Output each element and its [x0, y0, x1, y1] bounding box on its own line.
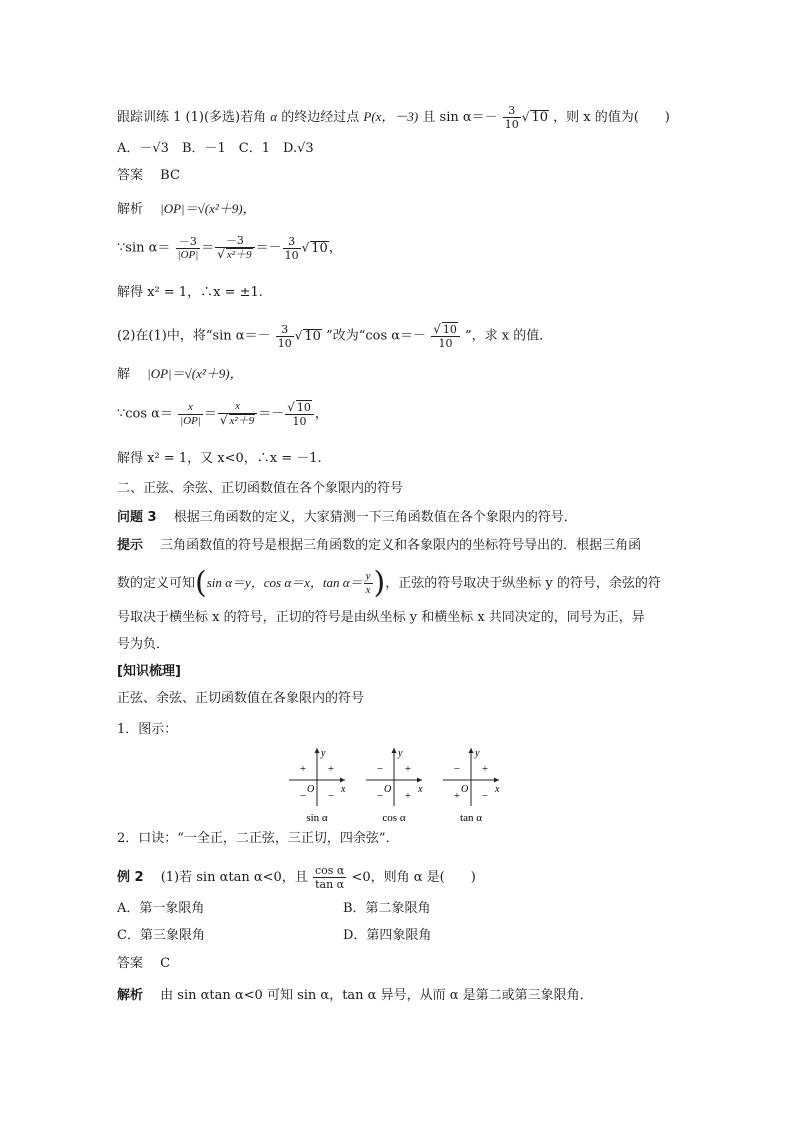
exercise-title: 跟踪训练 1 — [117, 110, 182, 125]
knowledge-subtitle: 正弦、余弦、正切函数值在各象限内的符号 — [117, 691, 365, 706]
x-arrow-icon — [340, 778, 345, 783]
quadrant-2-sign: − — [376, 763, 384, 775]
example2-answer: 答案 C — [117, 956, 171, 971]
y-axis-label: y — [475, 748, 480, 759]
example2-analysis: 解析 由 sin αtan α<0 可知 sin α，tan α 异号，从而 α 是第二或第三象限角． — [117, 988, 593, 1003]
option-b: B．第二象限角 — [343, 901, 431, 916]
x-arrow-icon — [494, 778, 499, 783]
solution-2: 解 |OP|＝√(x²＋9)， — [117, 366, 243, 382]
quadrant-3-sign: − — [299, 790, 307, 802]
sin-equation: ∵sin α＝ $\frac{-3}{|OP|}$ ＝ $\frac{-3}{\text{√ x²＋9}}$ ＝－ $\frac{3}{10}$ √ 10， — [117, 234, 342, 262]
exercise1-question-2: (2)在(1)中，将“sin α＝－ $\frac{3}{10}$ √ 10 ”改为“cos α＝－ $\frac{√ 10}{10}$ ”，求 x 的值． — [117, 322, 553, 350]
y-arrow-icon — [392, 748, 397, 753]
quadrant-2-sign: + — [299, 763, 307, 775]
quadrant-3-sign: − — [376, 790, 384, 802]
origin-label: O — [384, 784, 392, 795]
problem-3: 问题 3 根据三角函数的定义，大家猜测一下三角函数值在各个象限内的符号． — [117, 510, 577, 525]
y-axis-label: y — [398, 748, 403, 759]
y-axis-label: y — [321, 748, 326, 759]
hint-line-1: 提示 三角函数值的符号是根据三角函数的定义和各象限内的坐标符号导出的．根据三角函 — [117, 538, 642, 553]
quadrant-1-sign: + — [481, 763, 489, 775]
quadrant-3-sign: + — [453, 790, 461, 802]
quadrant-4-sign: − — [481, 790, 489, 802]
quadrant-sign-diagrams — [288, 744, 508, 824]
solve-1: 解得 x² = 1，∴x = ±1. — [117, 285, 263, 300]
quadrant-4-sign: + — [404, 790, 412, 802]
origin-label: O — [461, 784, 469, 795]
diagram-label: sin α — [306, 812, 328, 824]
option-c: C．第三象限角 — [117, 928, 205, 943]
exercise1-analysis: 解析 |OP|＝√(x²＋9)， — [117, 201, 256, 217]
option-a: A．第一象限角 — [117, 901, 205, 916]
hint-line-3: 号取决于横坐标 x 的符号，正切的符号是由纵坐标 y 和横坐标 x 共同决定的，同号为正，异 — [117, 610, 645, 625]
x-axis-label: x — [418, 784, 423, 795]
section-heading: 二、正弦、余弦、正切函数值在各个象限内的符号 — [117, 481, 404, 496]
knowledge-heading: [知识梳理] — [117, 664, 181, 679]
origin-label: O — [307, 784, 315, 795]
exercise1-answer: 答案 BC — [117, 168, 180, 183]
exercise1-question: 跟踪训练 1 (1)(多选)若角 α 的终边经过点 P(x，－3) 且 sin α＝－ $\frac{3}{10}$ √ 10 ，则 x 的值为( ) — [117, 104, 670, 131]
diagram-label: tan α — [460, 812, 482, 824]
y-arrow-icon — [315, 748, 320, 753]
quadrant-1-sign: + — [327, 763, 335, 775]
quadrant-2-sign: − — [453, 763, 461, 775]
y-arrow-icon — [469, 748, 474, 753]
diagram-label: cos α — [382, 812, 406, 824]
example2-question: 例 2 (1)若 sin αtan α<0，且 $\frac{\text{cos α}}{\text{tan α}}$ <0，则角 α 是( ) — [117, 864, 476, 891]
hint-line-4: 号为负． — [117, 637, 170, 652]
option-d: D．第四象限角 — [343, 928, 432, 943]
item-1: 1．图示： — [117, 722, 178, 737]
exercise1-options: A．－√3 B．－1 C．1 D.√3 — [117, 141, 314, 156]
x-axis-label: x — [495, 784, 500, 795]
fraction-3-10: $\frac{3}{10}$ — [504, 104, 519, 131]
cos-equation: ∵cos α＝ $\frac{x}{|OP|}$ ＝ $\frac{x}{\text{√ x²＋9}}$ ＝－ $\frac{√ 10}{10}$ ， — [117, 400, 328, 428]
solve-2: 解得 x² = 1，又 x<0，∴x = －1. — [117, 451, 322, 466]
x-arrow-icon — [417, 778, 422, 783]
quadrant-1-sign: + — [404, 763, 412, 775]
quadrant-4-sign: − — [327, 790, 335, 802]
item-2: 2．口诀：“一全正，二正弦，三正切，四余弦”． — [117, 831, 399, 846]
hint-line-2: 数的定义可知(sin α＝y，cos α＝x，tan α＝ $\frac{y}{x}$ )，正弦的符号取决于纵坐标 y 的符号，余弦的符 — [117, 565, 661, 601]
quadrant-diagrams-svg — [288, 744, 508, 824]
x-axis-label: x — [341, 784, 346, 795]
